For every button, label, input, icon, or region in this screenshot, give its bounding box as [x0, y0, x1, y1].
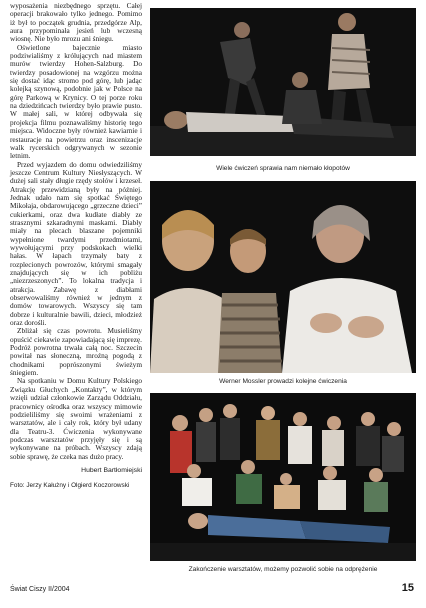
article-column: [10, 2, 142, 491]
photo-caption: Werner Mossler prowadzi kolejne ćwiczenia: [219, 378, 347, 385]
article-paragraph: Na spotkaniu w Domu Kultury Polskiego Związku Głuchych „Kontakty”, w którym wzięli udział członkowie Zarządu Oddziału, pracownicy ośrodka oraz wszyscy mimowie podzieliliśmy się swoimi wrażeniami z warsztatów, ale i cały rok, który był udany dla Teatru-3. Ćwiczenia wykonywane podczas warsztatów przyjęły się i są wykonywane na próbach. Wszyscy zdają sobie sprawę, że czeka nas dużo pracy.: [10, 376, 142, 461]
author-signature: Hubert Bartłomiejski: [81, 466, 142, 474]
photo-exercise-floor: [150, 8, 416, 156]
article-paragraph: Zbliżał się czas powrotu. Musieliśmy opuścić ciekawie zapowiadającą się imprezę. Podróż powrotna trwała całą noc. Szczecin powitał nas słoneczną, mroźną pogodą z chodnikami poprószonymi świeżym śniegiem.: [10, 326, 142, 378]
article-paragraph: Oświetlone bajecznie miasto podziwialiśmy z królujących nad miastem murów twierdzy Hohen-Salzburg. Do twierdzy posadowionej na wzgórzu można się dostać idąc stromo pod górę, lub jadąc kolejką szynową, podobnie jak w Polsce na górę Parkową w Krynicy. O tej porze roku na dziedzińcach twierdzy było prawie pusto. W małej sali, w której odbywała się projekcja filmu poznawaliśmy historię tego miejsca. Widoczne były również kawiarnie i restauracje na powietrzu oraz inscenizacje walk rycerskich odgrywanych w sezonie letnim.: [10, 42, 142, 161]
photo-werner-mossler: [150, 181, 416, 373]
magazine-issue: Świat Ciszy II/2004: [10, 586, 70, 593]
photo-caption: Wiele ćwiczeń sprawia nam niemało kłopotów: [216, 165, 350, 172]
photo-group-workshop-end: [150, 393, 416, 561]
page-number: 15: [401, 582, 414, 594]
photo-caption: Zakończenie warsztatów, możemy pozwolić sobie na odprężenie: [188, 566, 378, 573]
article-paragraph: Przed wyjazdem do domu odwiedziliśmy jeszcze Centrum Kultury Niesłyszących. W dużej sali stały długie rzędy stołów i krzeseł. Atrakcję przewidzianą były na później. Jednak udało nam się spotkać Świętego Mikołaja, obdarowującego „grzeczne dzieci” cukierkami, oraz dwa kudłate diabły ze strasznymi szkaradnymi maskami. Diabły miały na plecach blaszane pojemniki wypełnione twardymi przedmiotami, wywołującymi przy podskokach wielki hałas. W łapach trzymały baty z rozplecionych powrozów, którymi smagały znajdujących się w ich pobliżu „niezrzeszonych”. To lokalna tradycja i atrakcja. Zabawę z diabłami obserwowaliśmy również w jednym z domów towarowych. Wszyscy się tam dobrze i kulturalnie bawili, dzieci, młodzież oraz dorośli.: [10, 159, 142, 328]
article-paragraph: wyposażenia niezbędnego sprzętu. Całej operacji brakowało tylko jednego. Pomimo iż był to początek grudnia, przedgórze Alp, aura przypominała jesień lub wczesną wiosnę. Nie było mrozu ani śniegu.: [10, 1, 142, 44]
photo-credit: Foto: Jerzy Kałużny i Olgierd Koczorowski: [10, 482, 130, 490]
